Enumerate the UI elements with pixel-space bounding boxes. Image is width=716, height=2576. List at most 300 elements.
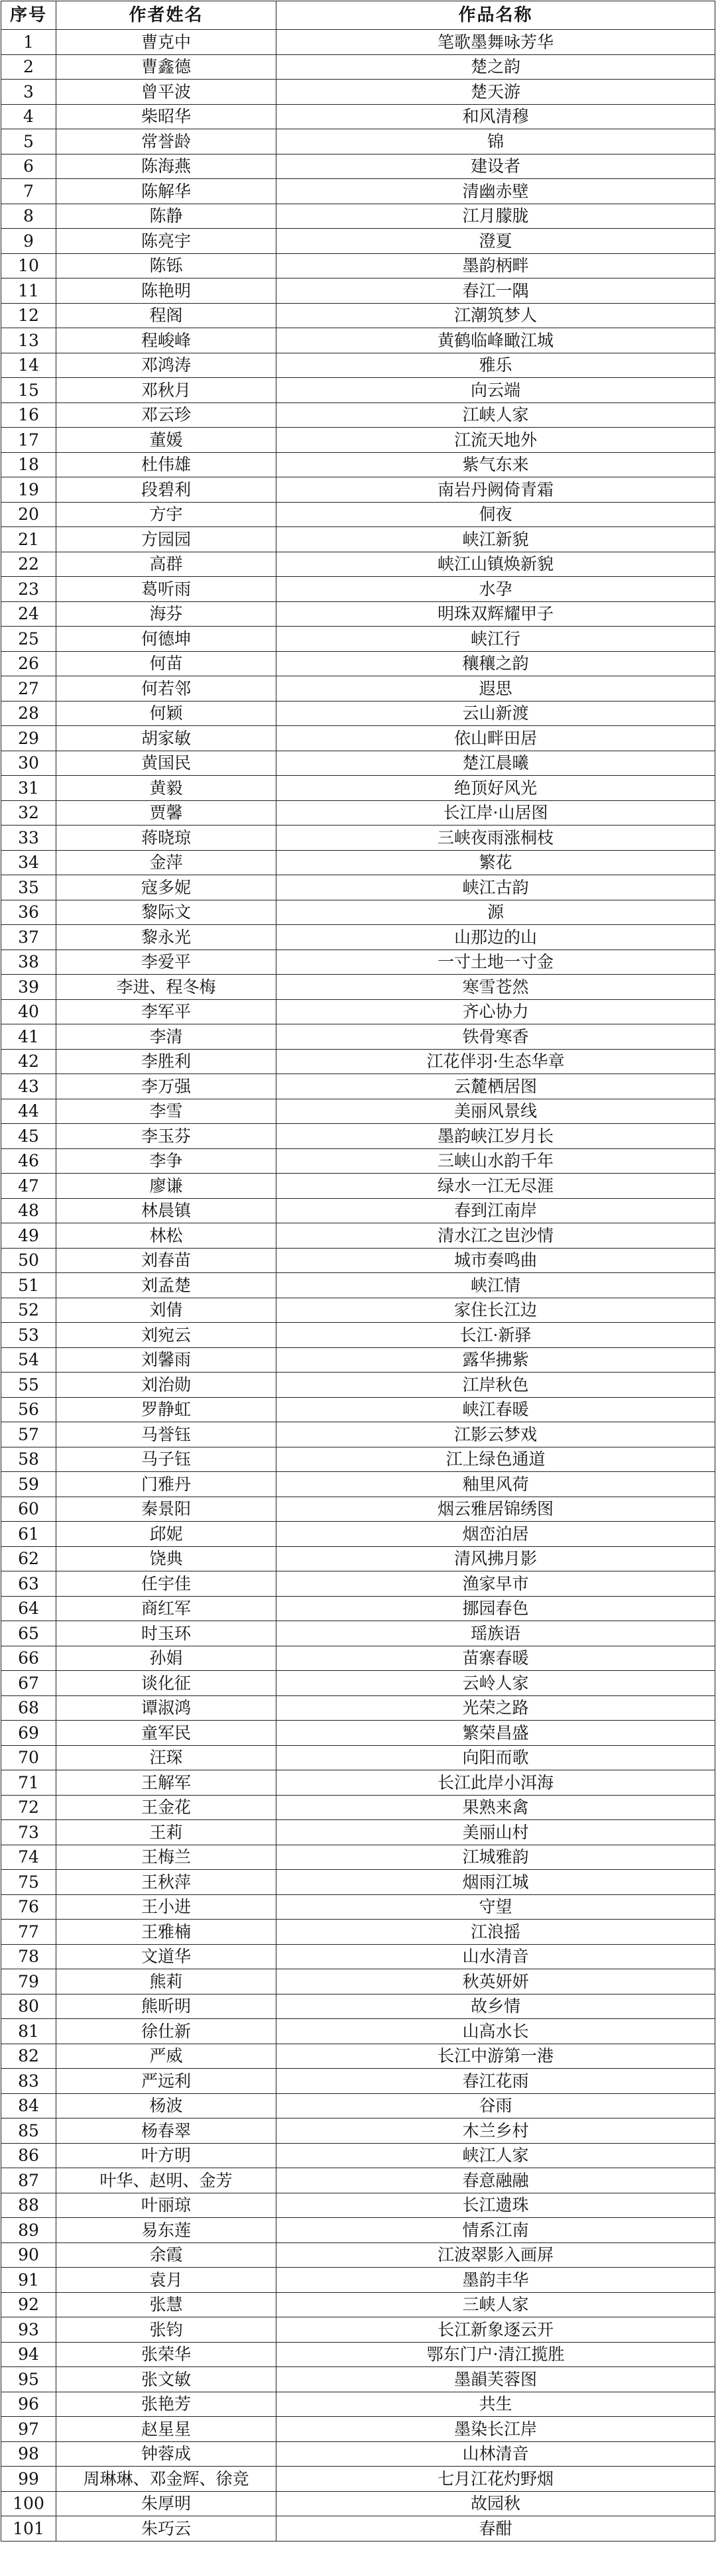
author-name: 李争 [56,1148,276,1174]
work-title: 楚天游 [276,80,715,105]
work-title: 渔家早市 [276,1571,715,1597]
author-name: 黎永光 [56,925,276,950]
author-name: 陈静 [56,204,276,229]
row-index: 67 [1,1671,56,1696]
work-title: 楚之韵 [276,54,715,80]
author-name: 邱妮 [56,1522,276,1547]
table-row [1,502,715,527]
row-index: 58 [1,1447,56,1472]
work-title: 挪园春色 [276,1596,715,1621]
table-row [1,253,715,278]
table-row [1,2143,715,2168]
work-title: 清水江之岜沙情 [276,1223,715,1249]
work-title: 苗寨春暖 [276,1646,715,1671]
row-index: 70 [1,1745,56,1770]
row-index: 94 [1,2342,56,2367]
author-name: 任宇佳 [56,1571,276,1597]
work-title: 春意融融 [276,2168,715,2193]
author-name: 何若邻 [56,676,276,702]
author-name: 门雅丹 [56,1472,276,1497]
author-name: 马子钰 [56,1447,276,1472]
table-row [1,1870,715,1895]
work-title: 江浪摇 [276,1920,715,1945]
table-row [1,2242,715,2268]
work-title: 水孕 [276,577,715,602]
row-index: 26 [1,651,56,676]
work-title: 江峡人家 [276,402,715,428]
header-index: 序号 [1,1,56,30]
table-row [1,577,715,602]
work-title: 长江·新驿 [276,1323,715,1348]
work-title: 峡江情 [276,1273,715,1298]
author-name: 杨波 [56,2093,276,2118]
work-title: 春江一隅 [276,278,715,304]
table-row [1,975,715,1000]
author-name: 王莉 [56,1820,276,1845]
work-title: 长江遗珠 [276,2193,715,2218]
work-title: 南岩丹阙倚青霜 [276,477,715,503]
table-row [1,527,715,552]
work-title: 笔歌墨舞咏芳华 [276,30,715,55]
author-name: 熊昕明 [56,1994,276,2019]
row-index: 6 [1,154,56,179]
table-row [1,1845,715,1870]
table-row [1,800,715,826]
table-row [1,428,715,453]
table-row [1,1695,715,1721]
table-row [1,1124,715,1149]
work-title: 瑶族语 [276,1621,715,1646]
row-index: 22 [1,552,56,577]
row-index: 14 [1,353,56,378]
author-name: 时玉环 [56,1621,276,1646]
table-row [1,1497,715,1522]
work-title: 三峡人家 [276,2292,715,2317]
work-title: 峡江山镇焕新貌 [276,552,715,577]
table-row [1,353,715,378]
row-index: 2 [1,54,56,80]
row-index: 43 [1,1074,56,1099]
row-index: 28 [1,701,56,726]
work-title: 一寸土地一寸金 [276,950,715,975]
work-title: 侗夜 [276,502,715,527]
table-row [1,2044,715,2069]
work-title: 清幽赤壁 [276,179,715,204]
author-name: 朱巧云 [56,2516,276,2542]
row-index: 23 [1,577,56,602]
author-name: 何颖 [56,701,276,726]
table-row [1,1721,715,1746]
row-index: 71 [1,1770,56,1796]
author-name: 胡家敏 [56,726,276,751]
row-index: 79 [1,1969,56,1994]
work-title: 雅乐 [276,353,715,378]
row-index: 87 [1,2168,56,2193]
author-name: 严威 [56,2044,276,2069]
work-title: 江城雅韵 [276,1845,715,1870]
table-row [1,1447,715,1472]
table-row [1,1472,715,1497]
table-row [1,1174,715,1199]
work-title: 美丽风景线 [276,1099,715,1124]
table-row [1,1397,715,1422]
author-name: 熊莉 [56,1969,276,1994]
work-title: 峡江新貌 [276,527,715,552]
work-title: 墨韵峡江岁月长 [276,1124,715,1149]
work-title: 长江中游第一港 [276,2044,715,2069]
header-title: 作品名称 [276,1,715,30]
author-name: 陈艳明 [56,278,276,304]
row-index: 4 [1,104,56,129]
work-title: 云麓栖居图 [276,1074,715,1099]
row-index: 27 [1,676,56,702]
author-name: 王解军 [56,1770,276,1796]
work-title: 谷雨 [276,2093,715,2118]
table-row [1,30,715,55]
author-name: 黄毅 [56,776,276,801]
table-row [1,751,715,776]
author-name: 刘春苗 [56,1248,276,1273]
table-row [1,2268,715,2293]
author-name: 李胜利 [56,1049,276,1074]
work-title: 峡江古韵 [276,875,715,900]
table-row [1,2367,715,2392]
table-row [1,303,715,328]
row-index: 82 [1,2044,56,2069]
author-name: 李玉芬 [56,1124,276,1149]
author-name: 常誉龄 [56,129,276,154]
row-index: 56 [1,1397,56,1422]
entries-sheet [1,1,715,2542]
row-index: 75 [1,1870,56,1895]
work-title: 长江岸·山居图 [276,800,715,826]
work-title: 墨染长江岸 [276,2417,715,2442]
table-row [1,552,715,577]
work-title: 云岭人家 [276,1671,715,1696]
author-name: 谭淑鸿 [56,1695,276,1721]
work-title: 故乡情 [276,1994,715,2019]
row-index: 85 [1,2118,56,2144]
table-row [1,2218,715,2243]
author-name: 叶丽琼 [56,2193,276,2218]
row-index: 97 [1,2417,56,2442]
row-index: 17 [1,428,56,453]
work-title: 紫气东来 [276,452,715,477]
row-index: 54 [1,1347,56,1373]
row-index: 66 [1,1646,56,1671]
row-index: 45 [1,1124,56,1149]
author-name: 段碧利 [56,477,276,503]
author-name: 曹克中 [56,30,276,55]
author-name: 何苗 [56,651,276,676]
work-title: 江影云梦戏 [276,1422,715,1447]
author-name: 王秋萍 [56,1870,276,1895]
work-title: 长江新象逐云开 [276,2317,715,2343]
work-title: 春江花雨 [276,2069,715,2094]
table-row [1,875,715,900]
work-title: 城市奏鸣曲 [276,1248,715,1273]
author-name: 黎际文 [56,900,276,925]
work-title: 和风清穆 [276,104,715,129]
author-name: 王雅楠 [56,1920,276,1945]
author-name: 汪琛 [56,1745,276,1770]
row-index: 74 [1,1845,56,1870]
table-row [1,1820,715,1845]
entries-table [1,1,715,2542]
table-row [1,2441,715,2467]
author-name: 廖谦 [56,1174,276,1199]
row-index: 68 [1,1695,56,1721]
author-name: 王小进 [56,1894,276,1920]
table-row [1,2168,715,2193]
table-body [1,30,715,2542]
table-row [1,1099,715,1124]
work-title: 烟云雅居锦绣图 [276,1497,715,1522]
work-title: 明珠双辉耀甲子 [276,601,715,627]
author-name: 刘宛云 [56,1323,276,1348]
row-index: 7 [1,179,56,204]
work-title: 江岸秋色 [276,1373,715,1398]
row-index: 95 [1,2367,56,2392]
row-index: 12 [1,303,56,328]
work-title: 露华拂紫 [276,1347,715,1373]
work-title: 七月江花灼野烟 [276,2467,715,2492]
work-title: 长江此岸小洱海 [276,1770,715,1796]
row-index: 5 [1,129,56,154]
table-row [1,1198,715,1223]
row-index: 32 [1,800,56,826]
author-name: 李爱平 [56,950,276,975]
work-title: 山林清音 [276,2441,715,2467]
author-name: 寇多妮 [56,875,276,900]
row-index: 93 [1,2317,56,2343]
row-index: 1 [1,30,56,55]
author-name: 叶方明 [56,2143,276,2168]
work-title: 黄鹤临峰瞰江城 [276,328,715,353]
table-row [1,1347,715,1373]
work-title: 墨韵柄畔 [276,253,715,278]
author-name: 张艳芳 [56,2392,276,2417]
work-title: 寒雪苍然 [276,975,715,1000]
row-index: 46 [1,1148,56,1174]
work-title: 果熟来禽 [276,1795,715,1820]
row-index: 20 [1,502,56,527]
row-index: 29 [1,726,56,751]
table-row [1,129,715,154]
row-index: 99 [1,2467,56,2492]
table-row [1,627,715,652]
author-name: 李清 [56,1024,276,1050]
author-name: 商红军 [56,1596,276,1621]
author-name: 孙娟 [56,1646,276,1671]
table-row [1,925,715,950]
author-name: 杜伟雄 [56,452,276,477]
author-name: 陈亮宇 [56,229,276,254]
table-row [1,1373,715,1398]
work-title: 山水清音 [276,1944,715,1969]
author-name: 邓云珍 [56,402,276,428]
work-title: 山高水长 [276,2019,715,2044]
author-name: 余霞 [56,2242,276,2268]
author-name: 高群 [56,552,276,577]
author-name: 朱厚明 [56,2491,276,2516]
author-name: 李进、程冬梅 [56,975,276,1000]
author-name: 贾馨 [56,800,276,826]
work-title: 向阳而歌 [276,1745,715,1770]
author-name: 陈解华 [56,179,276,204]
work-title: 守望 [276,1894,715,1920]
work-title: 繁花 [276,850,715,875]
row-index: 40 [1,999,56,1024]
author-name: 柴昭华 [56,104,276,129]
table-row [1,278,715,304]
table-row [1,1596,715,1621]
table-row [1,1248,715,1273]
author-name: 程峻峰 [56,328,276,353]
author-name: 钟蓉成 [56,2441,276,2467]
work-title: 云山新渡 [276,701,715,726]
work-title: 铁骨寒香 [276,1024,715,1050]
table-row [1,154,715,179]
author-name: 海芬 [56,601,276,627]
row-index: 77 [1,1920,56,1945]
table-row [1,1571,715,1597]
work-title: 穰穰之韵 [276,651,715,676]
table-row [1,1074,715,1099]
row-index: 88 [1,2193,56,2218]
row-index: 34 [1,850,56,875]
row-index: 11 [1,278,56,304]
author-name: 刘倩 [56,1298,276,1323]
table-row [1,1920,715,1945]
author-name: 秦景阳 [56,1497,276,1522]
row-index: 37 [1,925,56,950]
row-index: 57 [1,1422,56,1447]
table-row [1,776,715,801]
row-index: 19 [1,477,56,503]
table-row [1,950,715,975]
table-row [1,1223,715,1249]
table-row [1,1148,715,1174]
row-index: 78 [1,1944,56,1969]
author-name: 文道华 [56,1944,276,1969]
table-row [1,826,715,851]
row-index: 35 [1,875,56,900]
author-name: 张文敏 [56,2367,276,2392]
row-index: 8 [1,204,56,229]
row-index: 3 [1,80,56,105]
table-row [1,1944,715,1969]
row-index: 16 [1,402,56,428]
author-name: 刘治勋 [56,1373,276,1398]
row-index: 44 [1,1099,56,1124]
author-name: 刘馨雨 [56,1347,276,1373]
author-name: 曹鑫德 [56,54,276,80]
author-name: 方宇 [56,502,276,527]
table-row [1,477,715,503]
table-row [1,1522,715,1547]
table-row [1,104,715,129]
table-row [1,80,715,105]
table-row [1,2193,715,2218]
row-index: 31 [1,776,56,801]
table-row [1,1546,715,1571]
table-row [1,2019,715,2044]
row-index: 42 [1,1049,56,1074]
author-name: 徐仕新 [56,2019,276,2044]
row-index: 96 [1,2392,56,2417]
work-title: 三峡山水韵千年 [276,1148,715,1174]
table-row [1,2118,715,2144]
row-index: 80 [1,1994,56,2019]
row-index: 9 [1,229,56,254]
table-row [1,2317,715,2343]
work-title: 美丽山村 [276,1820,715,1845]
table-row [1,2292,715,2317]
work-title: 江花伴羽·生态华章 [276,1049,715,1074]
row-index: 21 [1,527,56,552]
table-row [1,1298,715,1323]
table-row [1,2417,715,2442]
table-row [1,999,715,1024]
row-index: 73 [1,1820,56,1845]
row-index: 33 [1,826,56,851]
table-row [1,1894,715,1920]
row-index: 100 [1,2491,56,2516]
work-title: 烟峦泊居 [276,1522,715,1547]
row-index: 62 [1,1546,56,1571]
row-index: 13 [1,328,56,353]
author-name: 易东莲 [56,2218,276,2243]
work-title: 江月朦胧 [276,204,715,229]
work-title: 木兰乡村 [276,2118,715,2144]
author-name: 叶华、赵明、金芳 [56,2168,276,2193]
work-title: 绝顶好风光 [276,776,715,801]
author-name: 张慧 [56,2292,276,2317]
table-row [1,1049,715,1074]
work-title: 向云端 [276,378,715,403]
table-row [1,1621,715,1646]
row-index: 52 [1,1298,56,1323]
table-row [1,1646,715,1671]
work-title: 清风拂月影 [276,1546,715,1571]
work-title: 三峡夜雨涨桐枝 [276,826,715,851]
work-title: 依山畔田居 [276,726,715,751]
work-title: 烟雨江城 [276,1870,715,1895]
row-index: 92 [1,2292,56,2317]
row-index: 86 [1,2143,56,2168]
row-index: 101 [1,2516,56,2542]
author-name: 葛听雨 [56,577,276,602]
row-index: 83 [1,2069,56,2094]
table-row [1,1795,715,1820]
work-title: 楚江晨曦 [276,751,715,776]
row-index: 84 [1,2093,56,2118]
table-row [1,402,715,428]
table-row [1,2093,715,2118]
author-name: 马誉钰 [56,1422,276,1447]
work-title: 山那边的山 [276,925,715,950]
row-index: 41 [1,1024,56,1050]
table-row [1,1671,715,1696]
row-index: 59 [1,1472,56,1497]
author-name: 董媛 [56,428,276,453]
work-title: 釉里风荷 [276,1472,715,1497]
work-title: 鄂东门户·清江揽胜 [276,2342,715,2367]
author-name: 邓秋月 [56,378,276,403]
work-title: 遐思 [276,676,715,702]
table-row [1,54,715,80]
